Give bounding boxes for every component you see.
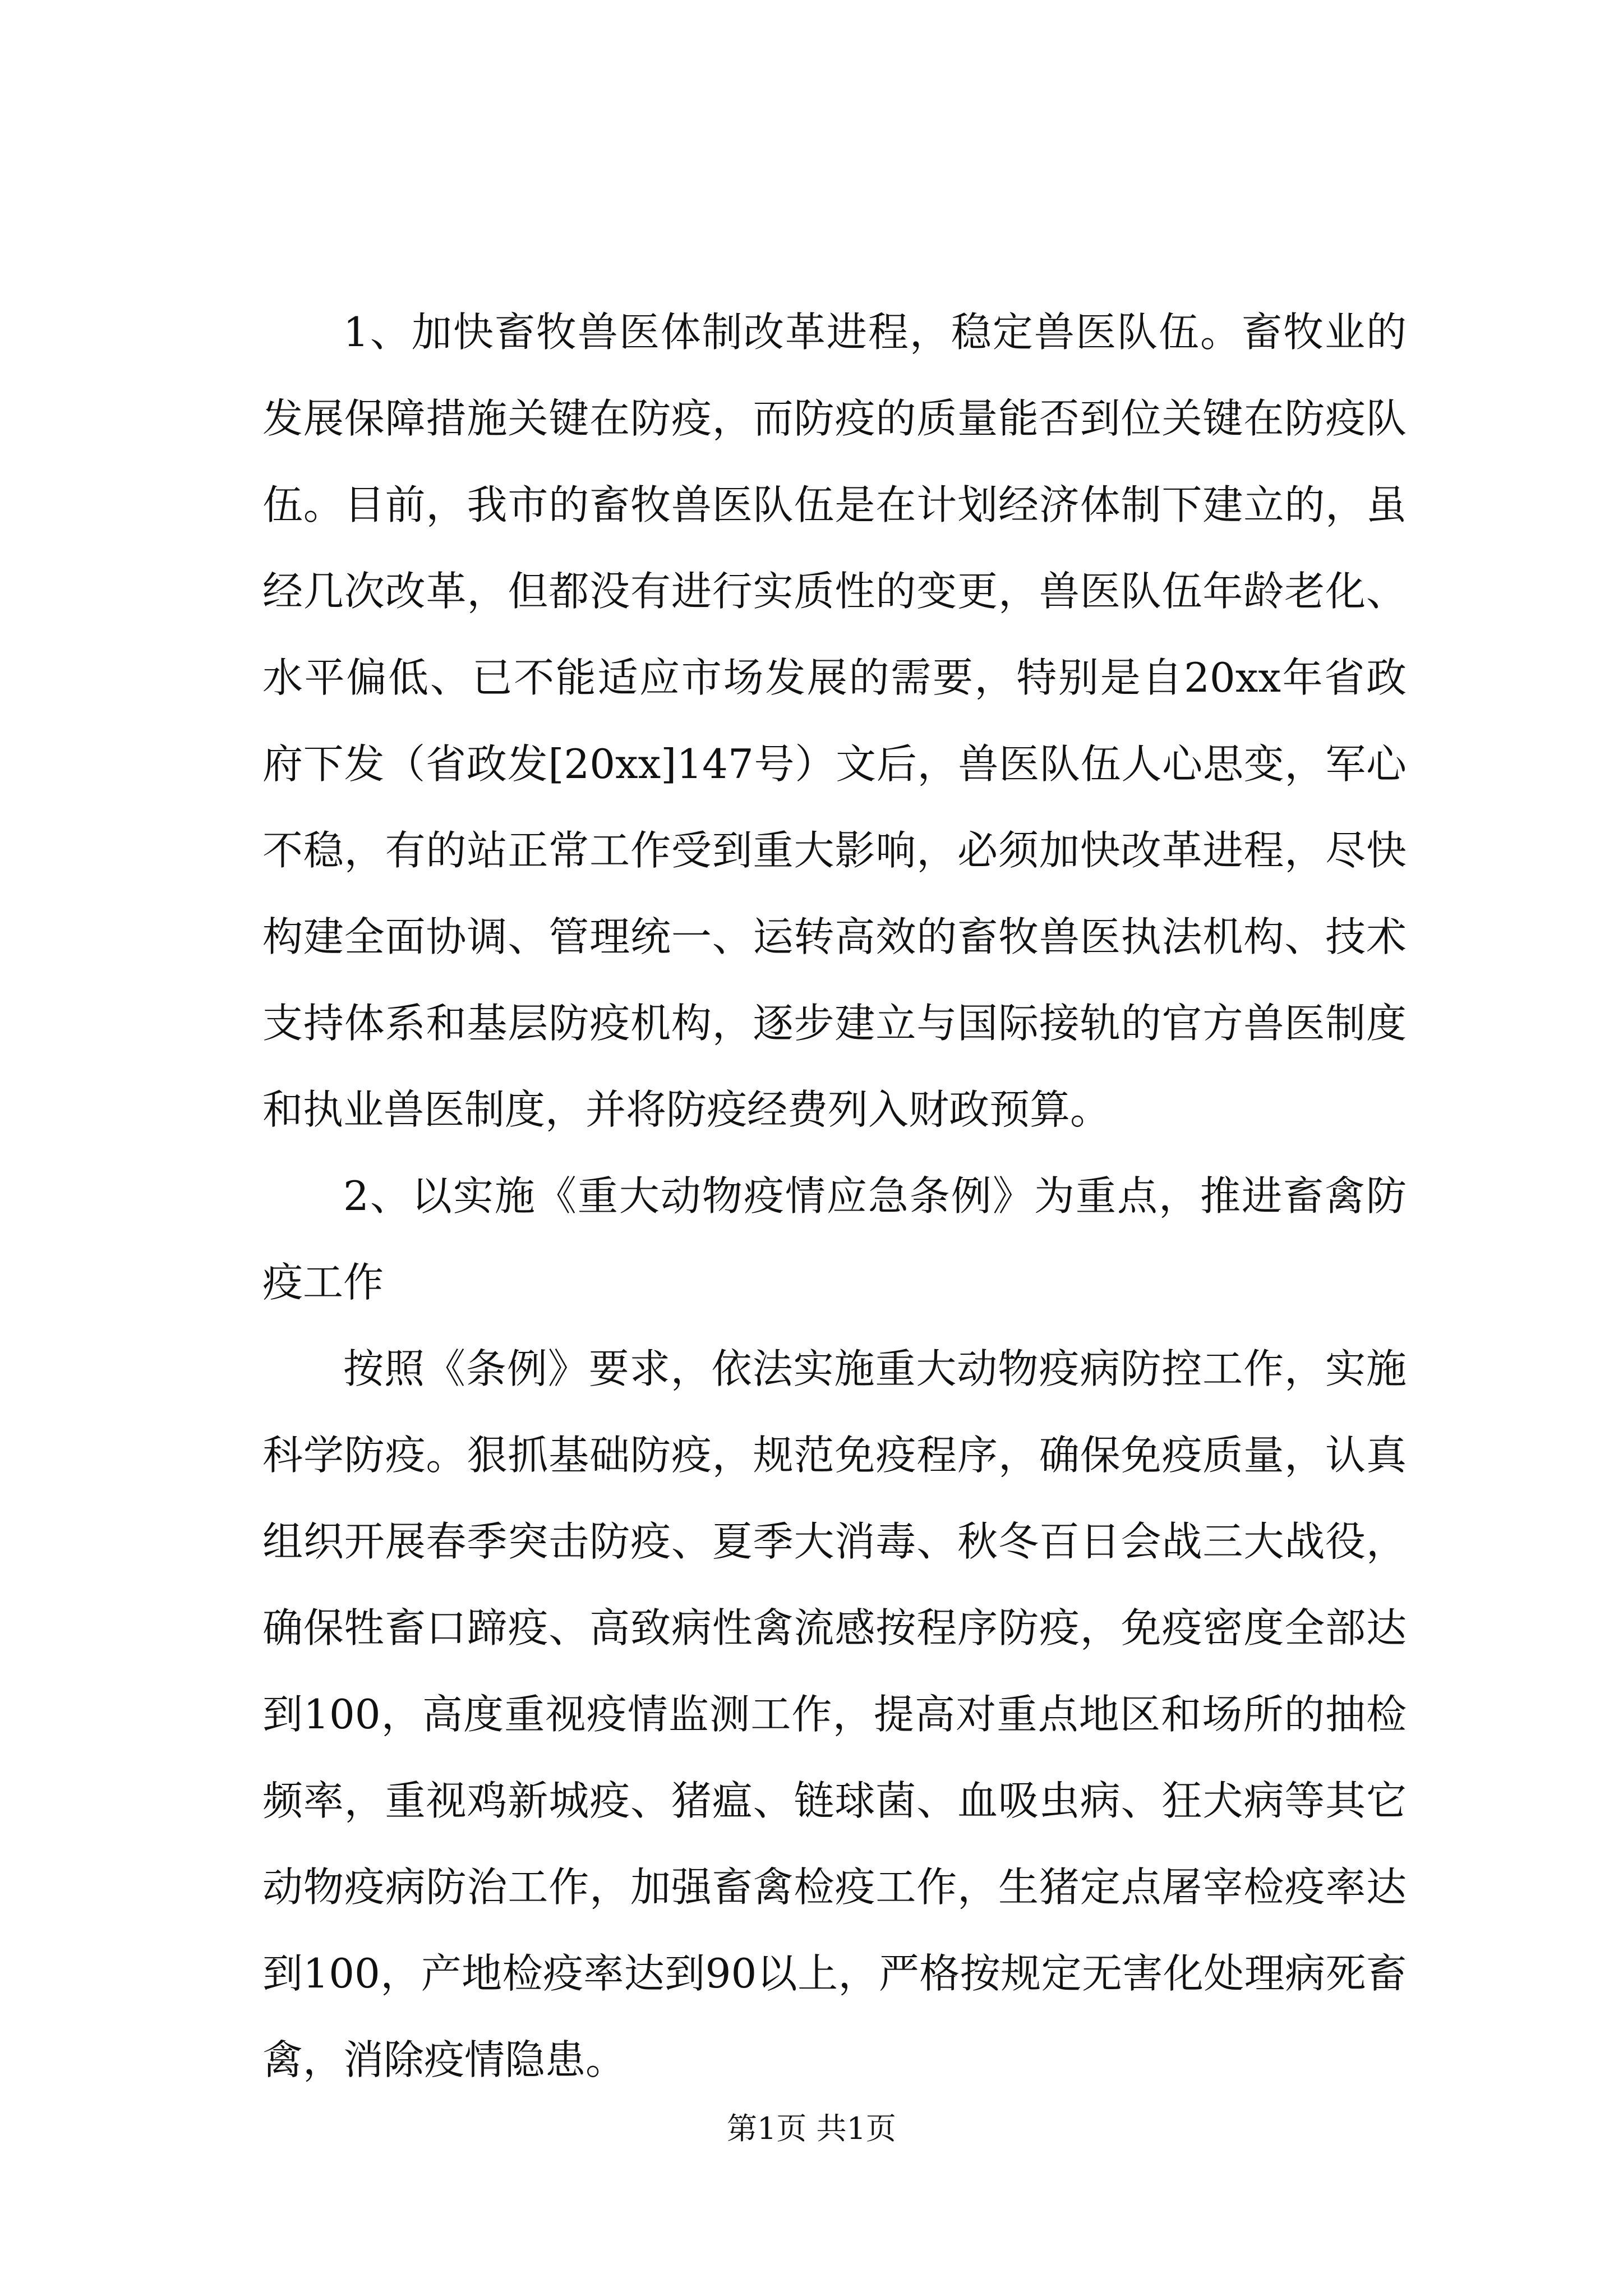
page-footer: 第1页 共1页: [727, 2111, 896, 2146]
document-body: [262, 289, 1407, 2103]
paragraph-1: 1、加快畜牧兽医体制改革进程，稳定兽医队伍。畜牧业的发展保障措施关键在防疫，而防疫的质量能否到位关键在防疫队伍。目前，我市的畜牧兽医队伍是在计划经济体制下建立的，虽经几次改革，但都没有进行实质性的变更，兽医队伍年龄老化、水平偏低、已不能适应市场发展的需要，特别是自20xx年省政府下发（省政发[20xx]147号）文后，兽医队伍人心思变，军心不稳，有的站正常工作受到重大影响，必须加快改革进程，尽快构建全面协调、管理统一、运转高效的畜牧兽医执法机构、技术支持体系和基层防疫机构，逐步建立与国际接轨的官方兽医制度和执业兽医制度，并将防疫经费列入财政预算。: [262, 309, 1407, 1133]
paragraph-2: 2、以实施《重大动物疫情应急条例》为重点，推进畜禽防疫工作: [262, 1172, 1407, 1306]
paragraph-3: 按照《条例》要求，依法实施重大动物疫病防控工作，实施科学防疫。狠抓基础防疫，规范免疫程序，确保免疫质量，认真组织开展春季突击防疫、夏季大消毒、秋冬百日会战三大战役，确保牲畜口蹄疫、高致病性禽流感按程序防疫，免疫密度全部达到100，高度重视疫情监测工作，提高对重点地区和场所的抽检频率，重视鸡新城疫、猪瘟、链球菌、血吸虫病、狂犬病等其它动物疫病防治工作，加强畜禽检疫工作，生猪定点屠宰检疫率达到100，产地检疫率达到90以上，严格按规定无害化处理病死畜禽，消除疫情隐患。: [262, 1345, 1407, 2083]
